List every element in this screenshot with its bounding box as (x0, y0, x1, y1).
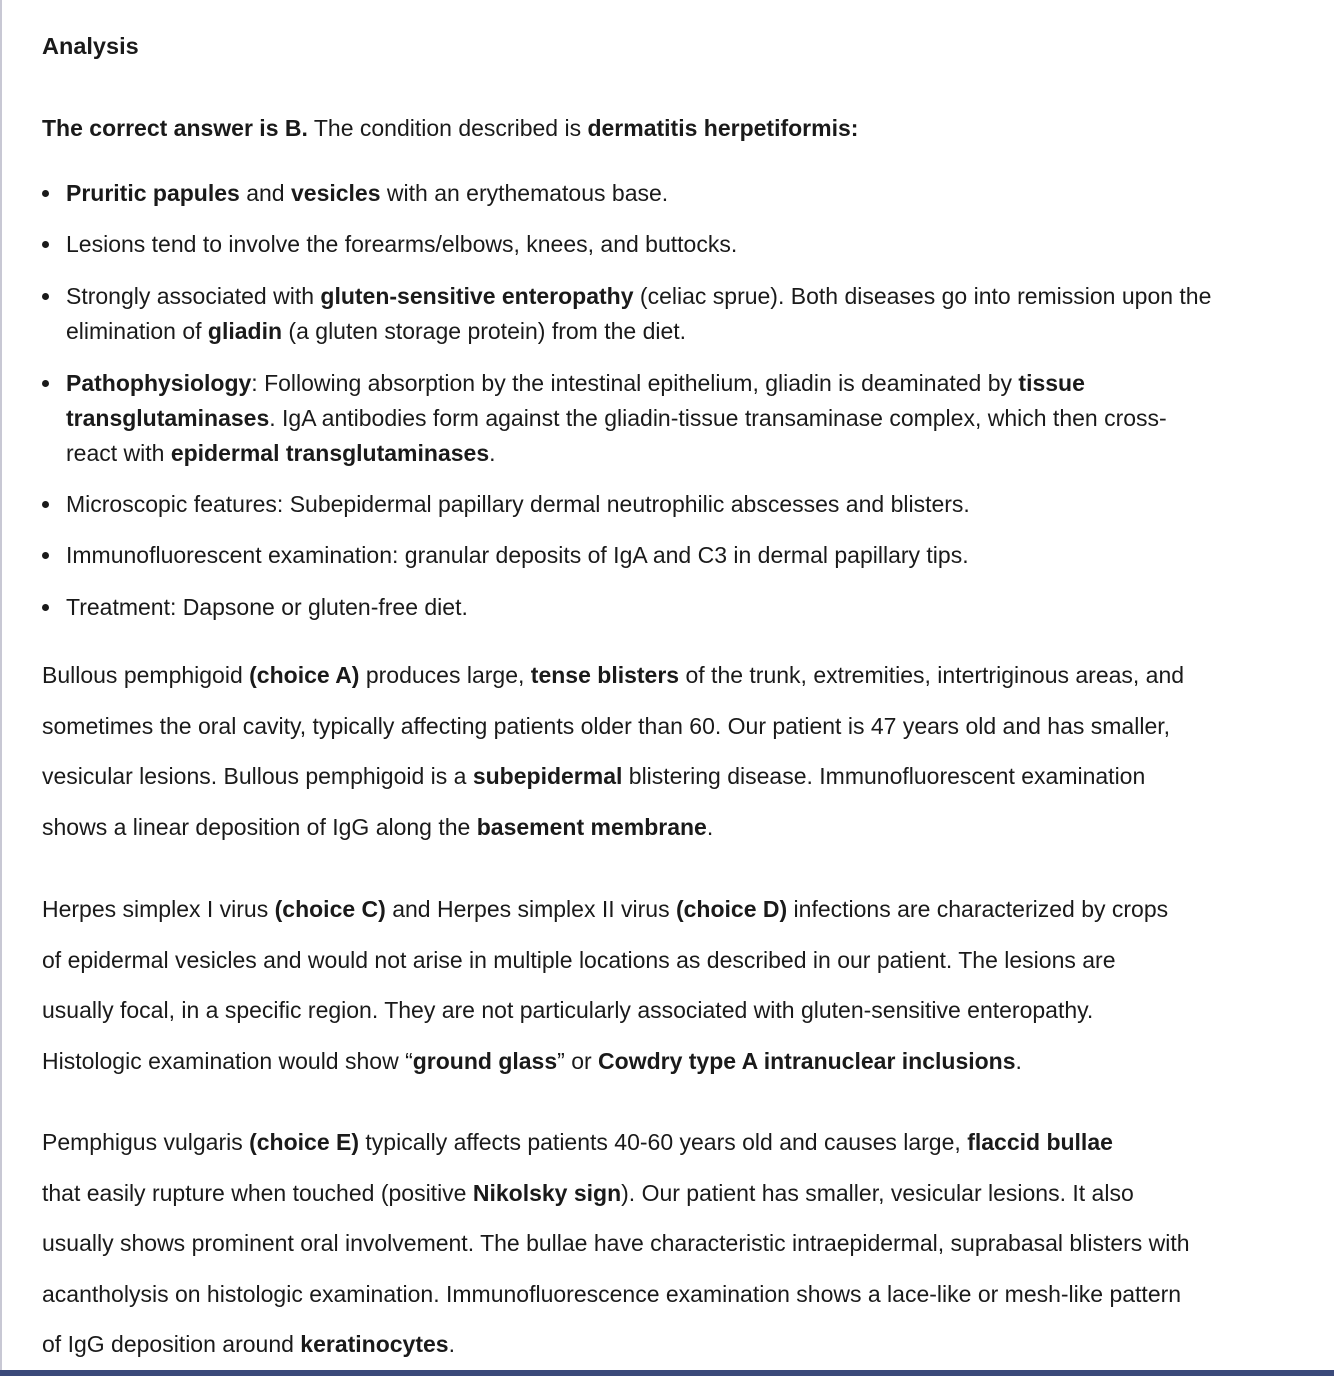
list-item: Treatment: Dapsone or gluten-free diet. (42, 590, 1332, 625)
bullet-dot (42, 241, 49, 248)
bullet-dot (42, 293, 49, 300)
list-item: Immunofluorescent examination: granular deposits of IgA and C3 in dermal papillary tips. (42, 538, 1332, 573)
section-heading: Analysis (42, 33, 139, 59)
paragraph-choice-c-d: Herpes simplex I virus (choice C) and Herpes simplex II virus (choice D) infections are characterized by crops of epidermal vesicles and would not arise in multiple locations as described in our patient. The lesions are usually focal, in a specific region. They are not particularly associated with gluten-sensitive enteropathy. Histologic examination would show “ground glass” or Cowdry type A intranuclear inclusions. (42, 896, 1169, 1074)
paragraph-choice-a: Bullous pemphigoid (choice A) produces large, tense blisters of the trunk, extremities, intertriginous areas, and sometimes the oral cavity, typically affecting patients older than 60. Our patient is 47 years old and has smaller, vesicular lesions. Bullous pemphigoid is a subepidermal blistering disease. Immunofluorescent examination shows a linear deposition of IgG along the basement membrane. (42, 662, 1185, 840)
bullet-dot (42, 380, 49, 387)
list-item: Pruritic papules and vesicles with an erythematous base. (42, 176, 1332, 211)
left-border (0, 0, 2, 1370)
condition-name: dermatitis herpetiformis: (587, 115, 859, 141)
list-item: Lesions tend to involve the forearms/elbows, knees, and buttocks. (42, 227, 1332, 262)
bullet-dot (42, 552, 49, 559)
list-item: Strongly associated with gluten-sensitive enteropathy (celiac sprue). Both diseases go into remission upon the elimination of gliadin (a gluten storage protein) from the diet. (42, 279, 1332, 349)
answer-text: The condition described is (307, 115, 588, 141)
bullet-dot (42, 190, 49, 197)
paragraph-choice-e: Pemphigus vulgaris (choice E) typically affects patients 40-60 years old and causes large, flaccid bullae that easily rupture when touched (positive Nikolsky sign). Our patient has smaller, vesicular lesions. It also usually shows prominent oral involvement. The bullae have characteristic intraepidermal, suprabasal blisters with acantholysis on histologic examination. Immunofluorescence examination shows a lace-like or mesh-like pattern of IgG deposition around keratinocytes. (42, 1129, 1190, 1357)
answer-label: The correct answer is B. (42, 115, 308, 141)
bottom-bar (0, 1370, 1334, 1376)
answer-statement (42, 112, 858, 144)
list-item: Microscopic features: Subepidermal papillary dermal neutrophilic abscesses and blisters. (42, 487, 1332, 522)
list-item: Pathophysiology: Following absorption by the intestinal epithelium, gliadin is deaminated by tissue transglutaminases. IgA antibodies form against the gliadin-tissue transaminase complex, which then cross- react with epidermal transglutaminases. (42, 366, 1332, 471)
bullet-dot (42, 501, 49, 508)
bullet-dot (42, 604, 49, 611)
